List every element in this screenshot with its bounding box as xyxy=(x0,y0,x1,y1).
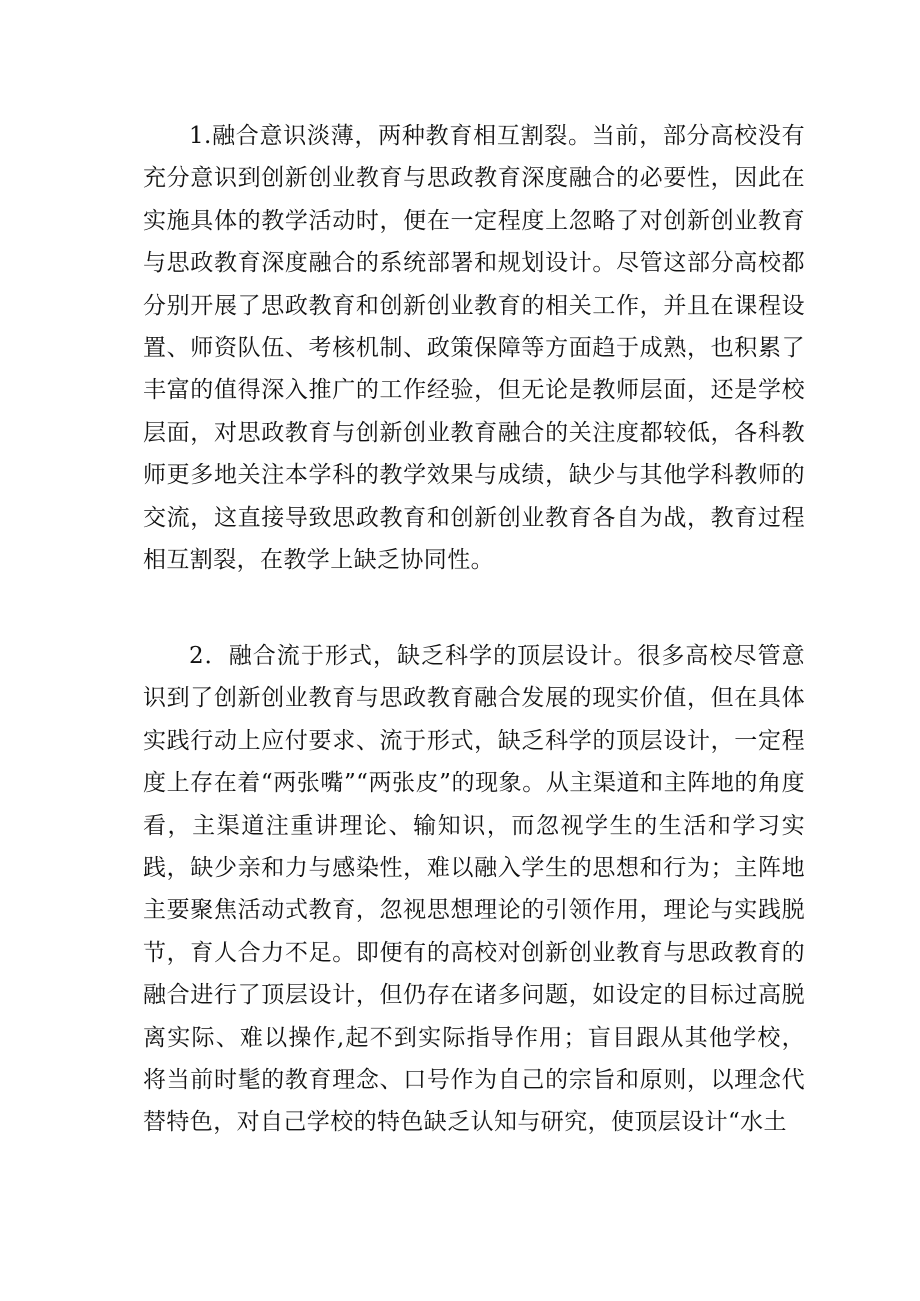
paragraph-1: 1.融合意识淡薄，两种教育相互割裂。当前，部分高校没有充分意识到创新创业教育与思政教育深度融合的必要性，因此在实施具体的教学活动时，便在一定程度上忽略了对创新创业教育与思政教育深度融合的系统部署和规划设计。尽管这部分高校都分别开展了思政教育和创新创业教育的相关工作，并且在课程设置、师资队伍、考核机制、政策保障等方面趋于成熟，也积累了丰富的值得深入推广的工作经验，但无论是教师层面，还是学校层面，对思政教育与创新创业教育融合的关注度都较低，各科教师更多地关注本学科的教学效果与成绩，缺少与其他学科教师的交流，这直接导致思政教育和创新创业教育各自为战，教育过程相互割裂，在教学上缺乏协同性。 xyxy=(143,123,805,574)
paragraph-2: 2．融合流于形式，缺乏科学的顶层设计。很多高校尽管意识到了创新创业教育与思政教育融合发展的现实价值，但在具体实践行动上应付要求、流于形式，缺乏科学的顶层设计，一定程度上存在着“两张嘴”“两张皮”的现象。从主渠道和主阵地的角度看，主渠道注重讲理论、输知识，而忽视学生的生活和学习实践，缺少亲和力与感染性，难以融入学生的思想和行为；主阵地主要聚焦活动式教育，忽视思想理论的引领作用，理论与实践脱节，育人合力不足。即便有的高校对创新创业教育与思政教育的融合进行了顶层设计，但仍存在诸多问题，如设定的目标过高脱离实际、难以操作,起不到实际指导作用；盲目跟从其他学校，将当前时髦的教育理念、口号作为自己的宗旨和原则，以理念代替特色，对自己学校的特色缺乏认知与研究，使顶层设计“水土 xyxy=(143,643,805,1136)
